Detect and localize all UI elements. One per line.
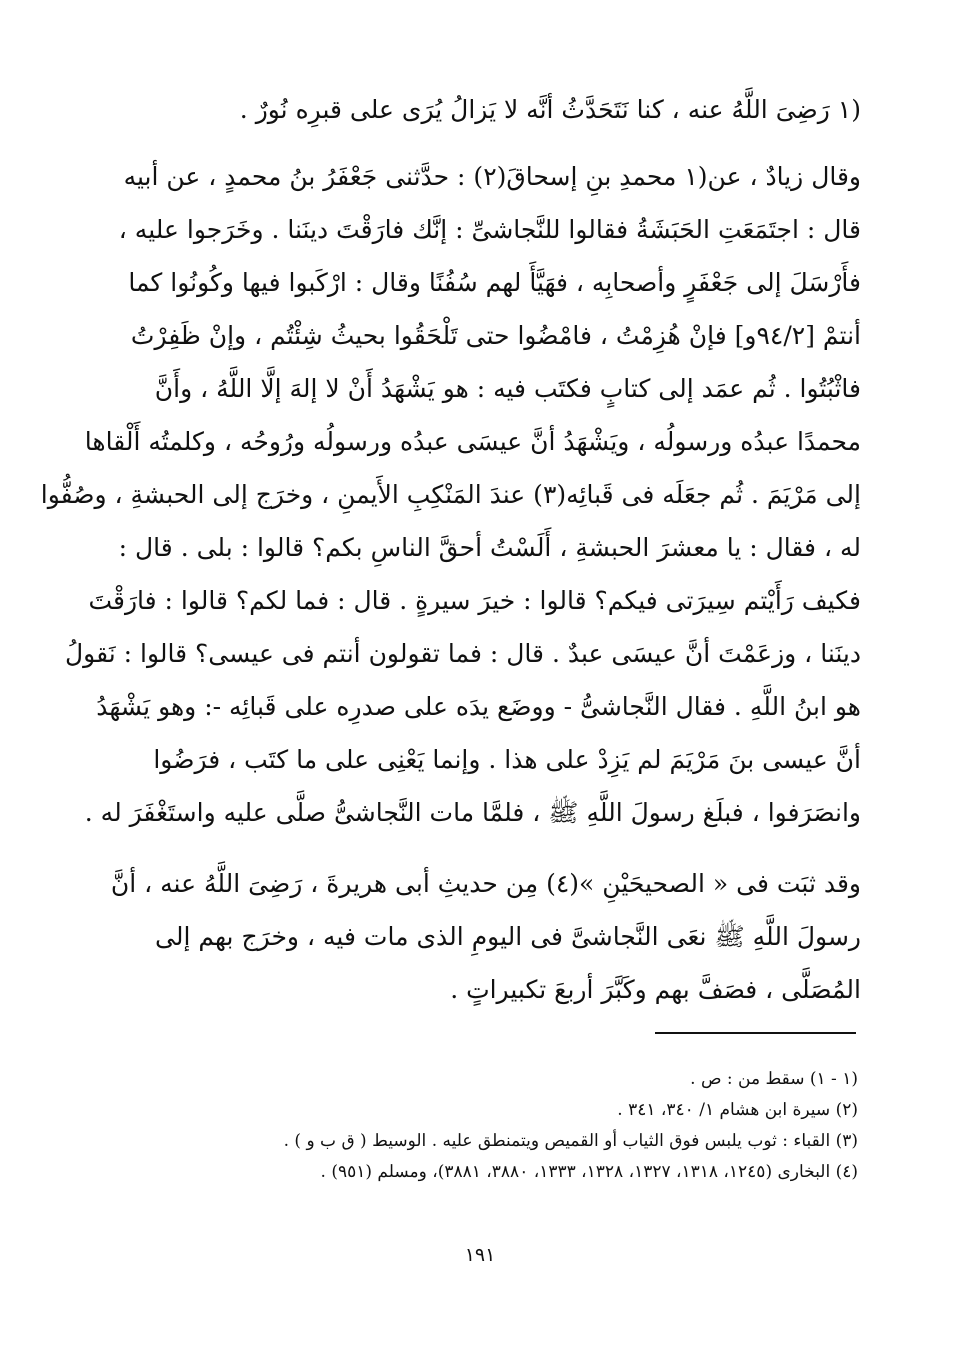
text-line: فكيف رَأَيْتم سِيرَتى فيكم؟ قالوا : خيرَ سيرةٍ . قال : فما لكم؟ قالوا : فارَقْتَ (88, 586, 861, 615)
text-line: فأَرْسَلَ إلى جَعْفَرٍ وأصحابِه ، فهَيَّأَ لهم سُفُنًا وقال : ارْكَبوا فيها وكُونُوا كما (128, 268, 861, 297)
paragraph-najashi-story (40, 150, 861, 839)
text-line: أنَّ عيسى بنَ مَرْيَمَ لم يَزِدْ على هذا . وإنما يَعْنِى على ما كتَب ، فرَضُوا (153, 745, 861, 774)
footnote-separator (655, 1032, 856, 1034)
page-number: ١٩١ (464, 1244, 496, 1266)
text-line: إلى مَرْيَمَ . ثُم جعَلَه فى قَبائِه(٣) عندَ المَنْكِبِ الأَيمنِ ، وخرَج إلى الحبشةِ ، وصُفُّوا (40, 480, 861, 509)
text-line: (١ رَضِىَ اللَّهُ عنه ، كنا نَتَحَدَّثُ أنَّه لا يَزالُ يُرَى على قبرِه نُورٌ . (239, 95, 861, 124)
text-line: رسولَ اللَّهِ ﷺ نعَى النَّجاشىَّ فى اليومِ الذى مات فيه ، وخرَج بهم إلى (155, 922, 861, 951)
text-line: وانصَرَفوا ، فبلَغ رسولَ اللَّهِ ﷺ ، فلمَّا مات النَّجاشىُّ صلَّى عليه واستَغْفَرَ له . (84, 798, 861, 827)
text-line: وقال زيادٌ ، عن(١ محمدِ بنِ إسحاقَ(٢) : حدَّثنى جَعْفَرُ بنُ محمدٍ ، عن أبيه (123, 162, 861, 191)
footnote-4: (٤) البخارى (١٢٤٥، ١٣١٨، ١٣٢٧، ١٣٢٨، ١٣٣٣، ٣٨٨٠، ٣٨٨١)، ومسلم (٩٥١) . (320, 1162, 858, 1182)
text-line: هو ابنُ اللَّهِ . فقال النَّجاشىُّ - ووضَع يدَه على صدرِه على قَبائِه -: وهو يَشْهَدُ (96, 692, 861, 721)
text-line: وقد ثبَت فى « الصحيحَيْنِ »(٤) مِن حديثِ أبى هريرةَ ، رَضِىَ اللَّهُ عنه ، أنَّ (110, 869, 861, 898)
paragraph-continuation (155, 83, 861, 136)
footnote-3: (٣) القباء : ثوب يلبس فوق الثياب أو القميص ويتمنطق عليه . الوسيط ( ق ب و ) . (283, 1131, 858, 1151)
text-line: قال : اجتَمَعَتِ الحَبَشَةُ فقالوا للنَّجاشىِّ : إنَّك فارَقْتَ دينَنا . وخَرَجوا عليه ، (118, 215, 861, 244)
footnote-2: (٢) سيرة ابن هشام ١/ ٣٤٠، ٣٤١ . (617, 1100, 858, 1120)
paragraph-sahihain (110, 857, 861, 1016)
text-line: دينَنا ، وزعَمْتَ أنَّ عيسَى عبدٌ . قال : فما تقولون أنتم فى عيسى؟ قالوا : نَقولُ (65, 639, 861, 668)
footnote-1: (١ - ١) سقط من : ص . (690, 1069, 858, 1089)
text-line: له ، فقال : يا معشرَ الحبشةِ ، أَلَسْتُ أحقَّ الناسِ بكم؟ قالوا : بلى . قال : (118, 533, 861, 562)
footnotes (150, 1064, 858, 1188)
text-line: المُصَلَّى ، فصَفَّ بهم وكَبَّرَ أربعَ تكبيراتٍ . (450, 975, 861, 1004)
text-line: فاثْبُتُوا . ثُم عمَد إلى كتابٍ فكتَب فيه : هو يَشْهَدُ أَنْ لا إلهَ إلَّا اللَّهُ ، وأَنَّ (154, 374, 861, 403)
text-line: محمدًا عبدُه ورسولُه ، ويَشْهَدُ أنَّ عيسَى عبدُه ورسولُه ورُوحُه ، وكلمتُه أَلْقاها (84, 427, 861, 456)
text-line: أنتمْ [٩٤/٢و] فإنْ هُزِمْتُ ، فامْضُوا حتى تَلْحَقُوا بحيثُ شِئْتُم ، وإنْ ظَفِرْتُ (130, 321, 861, 350)
